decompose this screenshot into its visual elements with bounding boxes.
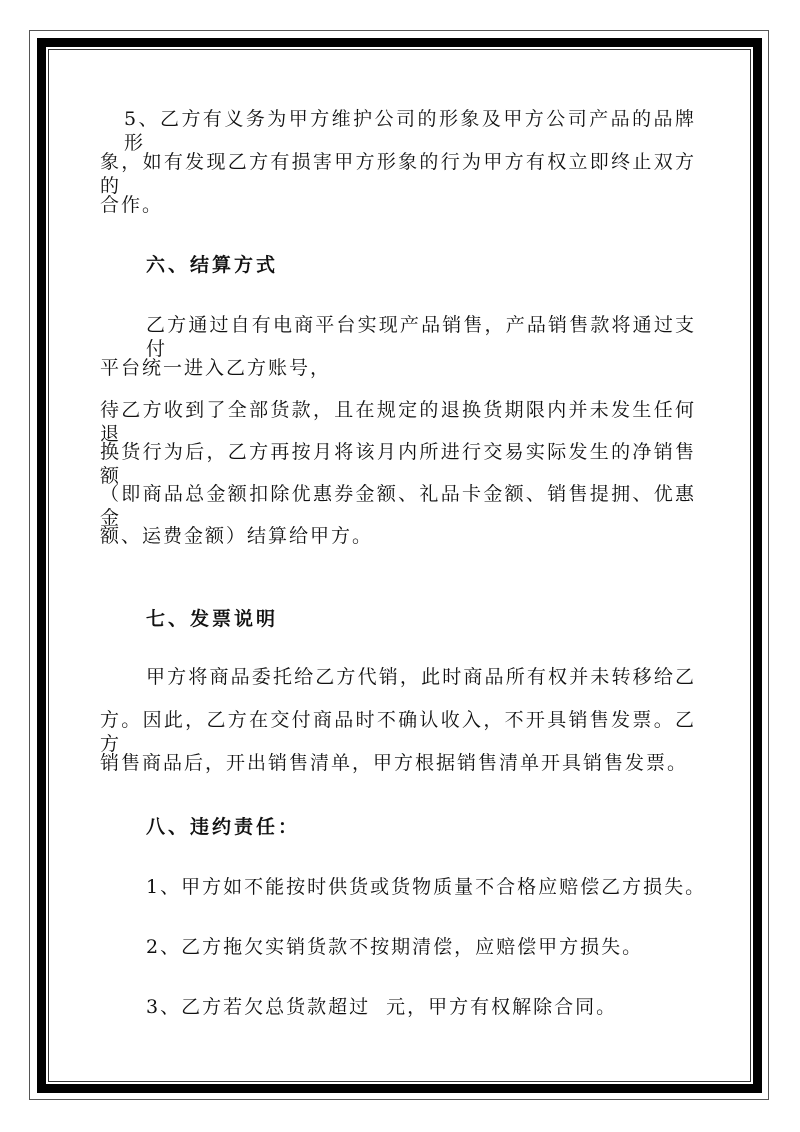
section6-line1: 乙方通过自有电商平台实现产品销售，产品销售款将通过支付 [146, 314, 696, 360]
section6-line2: 平台统一进入乙方账号， [100, 357, 332, 379]
clause5-line2: 象，如有发现乙方有损害甲方形象的行为甲方有权立即终止双方的 [100, 151, 696, 197]
section6-line3: 待乙方收到了全部货款，且在规定的退换货期限内并未发生任何退 [100, 399, 696, 445]
section6-line6: 额、运费金额）结算给甲方。 [100, 525, 374, 547]
section8-item2: 2、乙方拖欠实销货款不按期清偿，应赔偿甲方损失。 [146, 936, 644, 958]
section7-line1: 甲方将商品委托给乙方代销，此时商品所有权并未转移给乙 [146, 666, 696, 688]
section8-heading: 八、违约责任： [146, 816, 301, 838]
section8-item3: 3、乙方若欠总货款超过 元，甲方有权解除合同。 [146, 996, 618, 1018]
section7-heading: 七、发票说明 [146, 608, 279, 630]
clause5-line3: 合作。 [100, 194, 164, 216]
clause5-line1: 5、乙方有义务为甲方维护公司的形象及甲方公司产品的品牌形 [124, 108, 696, 154]
section6-heading: 六、结算方式 [146, 254, 279, 276]
section6-line5: （即商品总金额扣除优惠券金额、礼品卡金额、销售提拥、优惠金 [100, 483, 696, 529]
section6-line4: 换货行为后，乙方再按月将该月内所进行交易实际发生的净销售额 [100, 441, 696, 487]
section7-line2: 方。因此，乙方在交付商品时不确认收入，不开具销售发票。乙方 [100, 709, 696, 755]
section8-item1: 1、甲方如不能按时供货或货物质量不合格应赔偿乙方损失。 [146, 876, 707, 898]
section7-line3: 销售商品后，开出销售清单，甲方根据销售清单开具销售发票。 [100, 752, 689, 774]
